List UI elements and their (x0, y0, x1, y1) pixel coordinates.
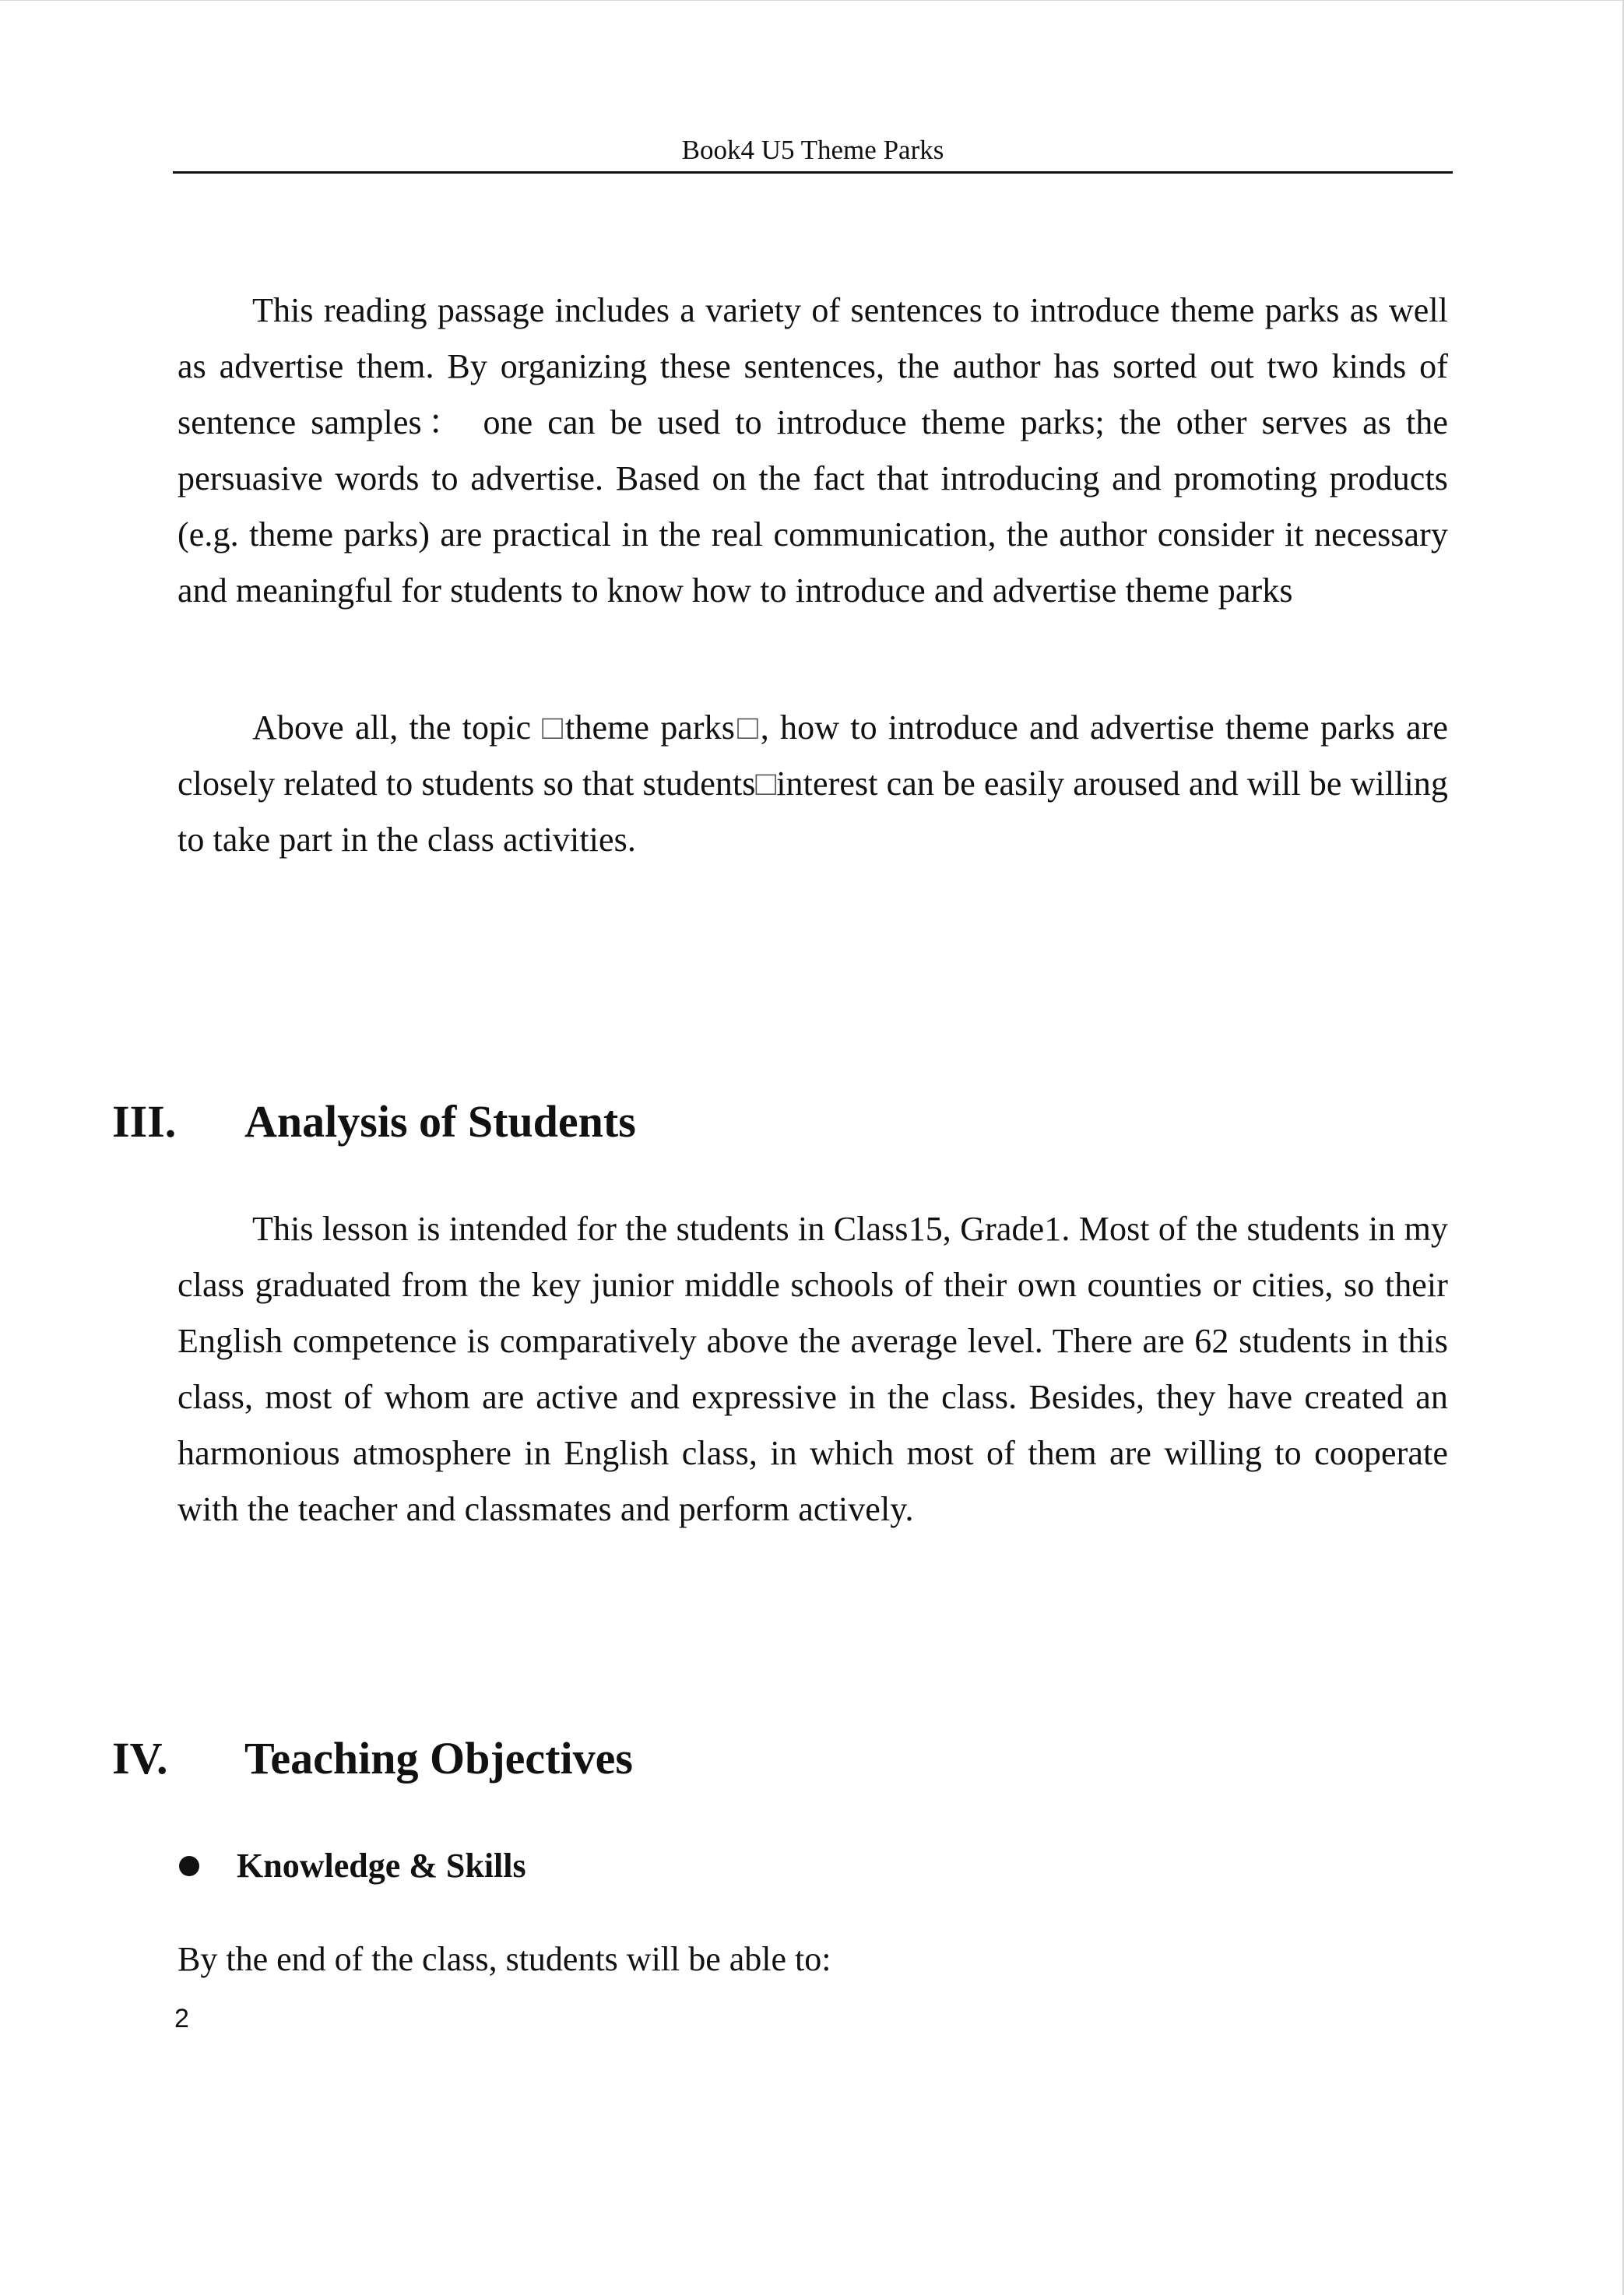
paragraph-text: Above all, the topic (252, 708, 543, 747)
bullet-dot-icon (179, 1856, 199, 1876)
section-heading-analysis (112, 1094, 636, 1150)
paragraph-topic-interest (178, 700, 1448, 868)
bullet-knowledge-skills (179, 1841, 526, 1891)
running-header: Book4 U5 Theme Parks (681, 135, 944, 165)
paragraph-text: , how to introduce and advertise theme parks are closely related to students so that students (178, 708, 1448, 803)
missing-glyph: □ (542, 708, 566, 747)
header-rule (173, 171, 1453, 174)
objectives-intro-line: By the end of the class, students will be able to: (178, 1940, 831, 1978)
page-number: 2 (174, 2004, 189, 2033)
paragraph-text: interest can be easily aroused and will be willing to take part in the class activities. (178, 764, 1448, 859)
bullet-label: Knowledge & Skills (237, 1847, 526, 1885)
section-number: III. (112, 1096, 177, 1147)
paragraph-text: theme parks (565, 708, 736, 747)
section-title: Teaching Objectives (244, 1733, 633, 1784)
section-title: Analysis of Students (244, 1096, 636, 1147)
section-number: IV. (112, 1733, 168, 1784)
paragraph-reading-passage: This reading passage includes a variety of sentences to introduce theme parks as well as advertise them. By organizing these sentences, the author has sorted out two kinds of sentence samples： one can be used to introduce theme parks; the other serves as the persuasive words to advertise. Based on the fact that introducing and promoting products (e.g. theme parks) are practical in the real communication, the author consider it necessary and meaningful for students to know how to introduce and advertise theme parks (178, 291, 1448, 610)
missing-glyph: □ (755, 764, 777, 803)
paragraph-students-analysis: This lesson is intended for the students in Class15, Grade1. Most of the students in my class graduated from the key junior middle schools of their own counties or cities, so their English competence is comparatively above the average level. There are 62 students in this class, most of whom are active and expressive in the class. Besides, they have created an harmonious atmosphere in English class, in which most of them are willing to cooperate with the teacher and classmates and perform actively. (178, 1210, 1448, 1528)
missing-glyph: □ (735, 708, 761, 747)
section-heading-objectives (112, 1731, 633, 1787)
